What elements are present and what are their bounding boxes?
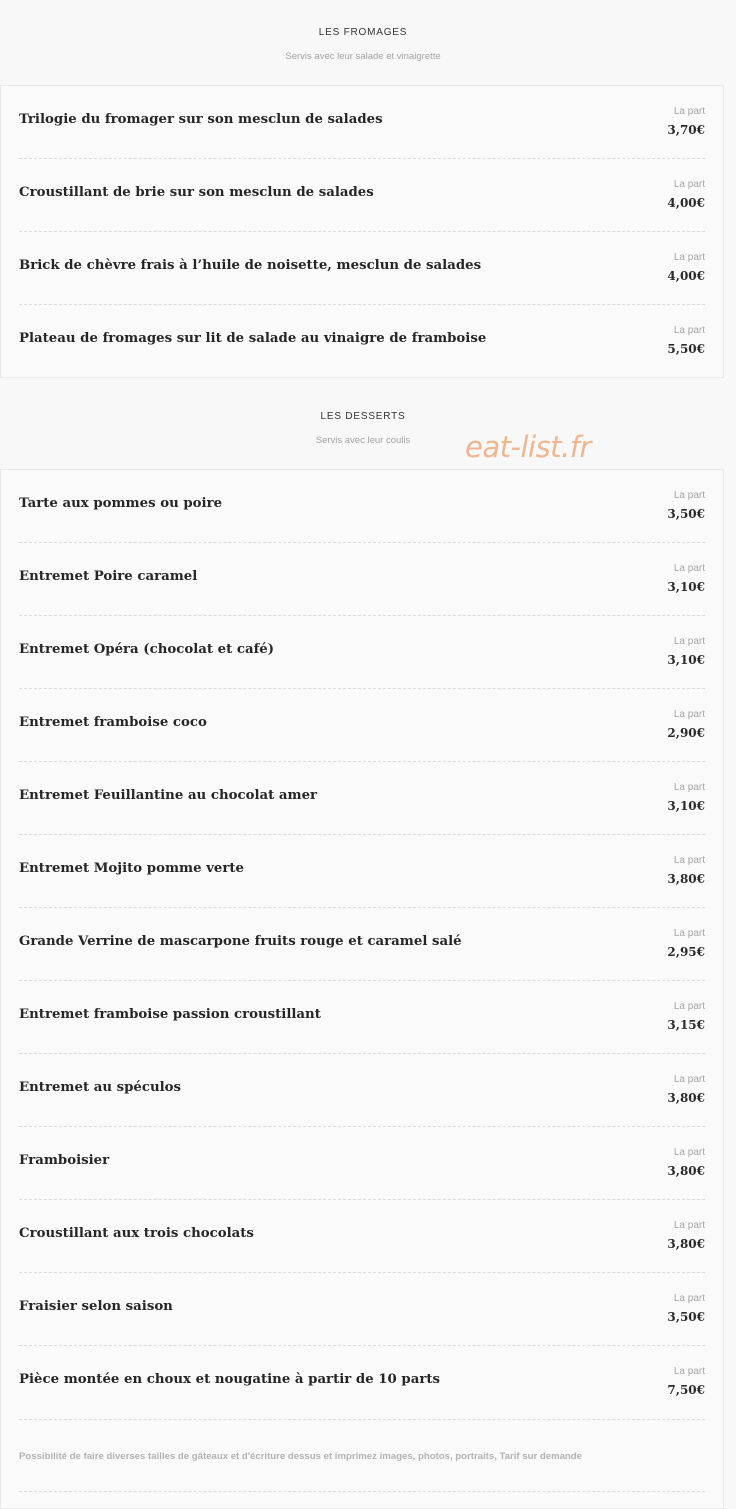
menu-item-unit: La part [673, 709, 705, 720]
menu-item-price: 3,50€ [667, 1310, 705, 1324]
menu-item-name: Entremet Feuillantine au chocolat amer [19, 788, 318, 803]
menu-item-name: Entremet au spéculos [19, 1080, 182, 1095]
menu-item-price: 3,10€ [667, 580, 705, 594]
menu-item-price: 5,50€ [667, 342, 705, 356]
menu-item [19, 232, 705, 305]
menu-item [19, 470, 705, 543]
menu-item-unit: La part [673, 855, 705, 866]
menu-item [19, 1273, 705, 1346]
desserts-list [0, 469, 724, 1509]
menu-item [19, 86, 705, 159]
menu-item-name: Trilogie du fromager sur son mesclun de salades [19, 112, 383, 127]
menu-item-price: 2,95€ [667, 945, 705, 959]
menu-item [19, 1054, 705, 1127]
menu-item-unit: La part [673, 490, 705, 501]
menu-item-unit: La part [673, 1366, 705, 1377]
menu-item-price: 3,10€ [667, 799, 705, 813]
menu-item-name: Entremet Mojito pomme verte [19, 861, 244, 876]
menu-item-unit: La part [673, 1147, 705, 1158]
menu-item [19, 1346, 705, 1419]
menu-item-price: 7,50€ [667, 1383, 705, 1397]
desserts-note-text: Possibilité de faire diverses tailles de gâteaux et d'écriture dessus et imprimez images, photos, portraits, Tarif sur demande [19, 1451, 582, 1462]
menu-item-price: 3,80€ [667, 872, 705, 886]
menu-item-unit: La part [673, 563, 705, 574]
menu-item-unit: La part [673, 1074, 705, 1085]
menu-item-price: 3,15€ [667, 1018, 705, 1032]
menu-item-name: Pièce montée en choux et nougatine à partir de 10 parts [19, 1372, 440, 1387]
menu-item-price: 3,80€ [667, 1091, 705, 1105]
menu-item [19, 762, 705, 835]
fromages-title: LES FROMAGES [318, 27, 408, 38]
menu-item-name: Entremet Poire caramel [19, 569, 198, 584]
fromages-subtitle: Servis avec leur salade et vinaigrette [285, 51, 441, 62]
menu-item [19, 616, 705, 689]
menu-item [19, 159, 705, 232]
menu-item-price: 4,00€ [667, 269, 705, 283]
menu-item-unit: La part [673, 636, 705, 647]
menu-item-name: Croustillant aux trois chocolats [19, 1226, 254, 1241]
menu-item-unit: La part [673, 1293, 705, 1304]
menu-item-unit: La part [673, 928, 705, 939]
menu-item [19, 835, 705, 908]
menu-item-name: Entremet framboise passion croustillant [19, 1007, 321, 1022]
menu-item-name: Grande Verrine de mascarpone fruits rouge et caramel salé [19, 934, 462, 949]
menu-item-unit: La part [673, 252, 705, 263]
menu-item-price: 3,80€ [667, 1164, 705, 1178]
menu-item-name: Brick de chèvre frais à l’huile de noisette, mesclun de salades [19, 258, 482, 273]
menu-item-name: Croustillant de brie sur son mesclun de salades [19, 185, 374, 200]
menu-item-name: Entremet framboise coco [19, 715, 207, 730]
desserts-subtitle: Servis avec leur coulis [315, 435, 411, 446]
menu-item-name: Plateau de fromages sur lit de salade au vinaigre de framboise [19, 331, 487, 346]
desserts-title: LES DESSERTS [320, 411, 406, 422]
menu-item [19, 981, 705, 1054]
desserts-header [0, 411, 726, 446]
menu-item-price: 4,00€ [667, 196, 705, 210]
menu-item-price: 3,50€ [667, 507, 705, 521]
menu-item-unit: La part [673, 782, 705, 793]
menu-item-price: 2,90€ [667, 726, 705, 740]
menu-item-name: Framboisier [19, 1153, 110, 1168]
fromages-header [0, 27, 726, 62]
fromages-list [0, 85, 724, 378]
watermark-logo: eat-list.fr [465, 430, 591, 464]
menu-item-name: Entremet Opéra (chocolat et café) [19, 642, 275, 657]
menu-item [19, 689, 705, 762]
desserts-note [19, 1419, 705, 1492]
menu-item-unit: La part [673, 1220, 705, 1231]
menu-item-price: 3,70€ [667, 123, 705, 137]
menu-item [19, 1200, 705, 1273]
menu-item [19, 305, 705, 378]
menu-item-unit: La part [673, 179, 705, 190]
menu-item-unit: La part [673, 325, 705, 336]
menu-item-unit: La part [673, 1001, 705, 1012]
menu-item-name: Tarte aux pommes ou poire [19, 496, 223, 511]
menu-item-price: 3,10€ [667, 653, 705, 667]
menu-item [19, 1127, 705, 1200]
menu-item-unit: La part [673, 106, 705, 117]
menu-item-name: Fraisier selon saison [19, 1299, 173, 1314]
menu-item-price: 3,80€ [667, 1237, 705, 1251]
menu-item [19, 543, 705, 616]
menu-item [19, 908, 705, 981]
